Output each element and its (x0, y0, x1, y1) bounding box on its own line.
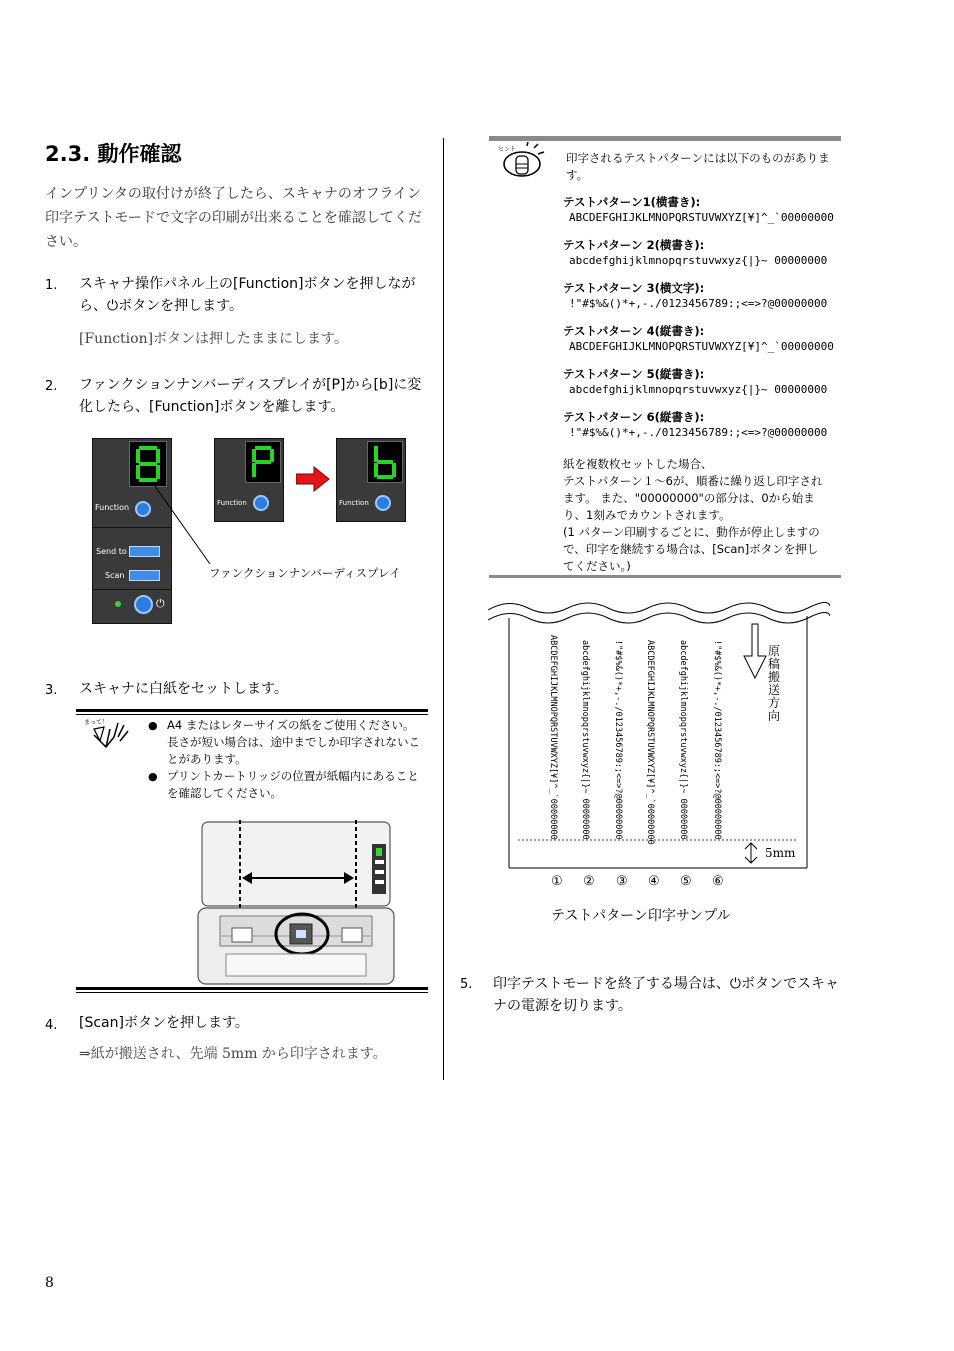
page-number: 8 (45, 1275, 54, 1291)
hint-note-line: 紙を複数枚セットした場合、 (563, 457, 713, 471)
function-button-b[interactable] (375, 495, 391, 511)
sample-caption: テストパターン印字サンプル (551, 908, 731, 924)
control-panel-b (336, 438, 406, 522)
power-button[interactable] (134, 595, 153, 614)
lightbulb-icon (500, 142, 546, 182)
scan-label: Scan (105, 571, 125, 580)
bullet-1-mark: ● (148, 719, 158, 732)
step-2-text: ファンクションナンバーディスプレイが[P]から[b]に変化したら、[Function]ボタンを離します。 (79, 377, 422, 415)
scan-button[interactable] (129, 570, 160, 581)
step-3-text: スキャナに白紙をセットします。 (79, 681, 288, 697)
power-icon: ⏻ (156, 597, 165, 610)
pattern-5-text: abcdefghijklmnopqrstuvwxyz{|}~ 00000000 (569, 383, 828, 396)
pattern-3-title: テストパターン 3(横文字): (563, 281, 705, 295)
column-number-4: ④ (648, 874, 660, 889)
attention-bullet-2: プリントカートリッジの位置が紙幅内にあることを確認してください。 (167, 769, 419, 800)
sample-column-3: !"#$%&()*+,-./0123456789:;<=>?@00000000 (613, 640, 623, 840)
sample-column-5: abcdefghijklmnopqrstuvwxyz{|}~ 00000000 (678, 640, 688, 840)
hint-bottom-rule (489, 575, 841, 578)
column-number-5: ⑤ (680, 874, 692, 889)
column-number-6: ⑥ (712, 874, 724, 889)
display-caption: ファンクションナンバーディスプレイ (209, 566, 401, 580)
hint-note-line: で、印字を継続する場合は、[Scan]ボタンを押し (563, 542, 819, 556)
function-button[interactable] (135, 501, 151, 517)
hint-note-line: テストパターン１～6が、順番に繰り返し印字され (563, 474, 823, 488)
function-label-b: Function (339, 499, 369, 507)
section-title-text: 動作確認 (97, 142, 182, 166)
digit-p (246, 442, 280, 482)
pattern-1-title: テストパターン1(横書き): (563, 195, 701, 209)
hint-icon-label: ヒント (498, 146, 517, 153)
bullet-2-mark: ● (148, 770, 158, 783)
pattern-2-text: abcdefghijklmnopqrstuvwxyz{|}~ 00000000 (569, 254, 828, 267)
step-5-text: 印字テストモードを終了する場合は、⏻ボタンでスキャナの電源を切ります。 (493, 976, 839, 1014)
stop-hand-icon (92, 719, 132, 751)
scanner-illustration (196, 820, 396, 986)
digit-b (368, 442, 402, 482)
callout-line (150, 480, 230, 570)
step-2-number: 2. (45, 379, 58, 394)
arrow-right-icon (296, 466, 330, 492)
sample-column-6: !"#$%&()*+,-./0123456789:;<=>?@00000000 (712, 640, 722, 840)
feed-direction-label: 原稿搬送方向 (768, 644, 781, 723)
hint-note-line: (1 パターン印刷するごとに、動作が停止しますの (563, 525, 820, 539)
section-title (45, 138, 182, 168)
hint-note-line: り、1刻みでカウントされます。 (563, 508, 731, 522)
step-1-text: スキャナ操作パネル上の[Function]ボタンを押しながら、⏻ボタンを押します。 (79, 276, 416, 314)
sample-column-4: ABCDEFGHIJKLMNOPQRSTUVWXYZ[¥]^_`00000000 (645, 640, 655, 845)
sample-column-2: abcdefghijklmnopqrstuvwxyz{|}~ 00000000 (580, 640, 590, 840)
display-b (367, 441, 403, 483)
pattern-3-text: !"#$%&()*+,-./0123456789:;<=>?@00000000 (569, 297, 828, 310)
function-label-p: Function (217, 499, 247, 507)
pattern-4-title: テストパターン 4(縦書き): (563, 324, 705, 338)
pattern-6-title: テストパターン 6(縦書き): (563, 410, 705, 424)
step-1-sub: [Function]ボタンは押したままにします。 (79, 331, 348, 347)
intro-paragraph: インプリンタの取付けが終了したら、スキャナのオフライン印字テストモードで文字の印刷が出来ることを確認してください。 (45, 186, 422, 250)
step-1-number: 1. (45, 278, 58, 293)
sample-sheet (488, 598, 830, 870)
attention-icon-label: まって！ (84, 719, 109, 726)
hint-note-line: てください。) (563, 559, 631, 573)
step-4-text: [Scan]ボタンを押します。 (79, 1015, 249, 1031)
sendto-label: Send to (96, 547, 127, 556)
hint-note-line: ます。 また、"00000000"の部分は、0から始ま (563, 491, 815, 505)
attention-top-rule (76, 709, 428, 712)
power-led (115, 601, 121, 607)
function-label: Function (95, 503, 130, 512)
step-3-number: 3. (45, 683, 58, 698)
column-number-2: ② (583, 874, 595, 889)
pattern-6-text: !"#$%&()*+,-./0123456789:;<=>?@00000000 (569, 426, 828, 439)
step-4-number: 4. (45, 1018, 58, 1033)
column-number-1: ① (551, 874, 563, 889)
display-p (245, 441, 281, 483)
column-divider (443, 138, 444, 1080)
pattern-4-text: ABCDEFGHIJKLMNOPQRSTUVWXYZ[¥]^_`00000000 (569, 340, 834, 353)
step-4-sub: ⇒紙が搬送され、先端 5mm から印字されます。 (79, 1046, 387, 1062)
attention-bottom-rule (76, 987, 428, 990)
updown-arrow-icon (743, 842, 759, 864)
pattern-1-text: ABCDEFGHIJKLMNOPQRSTUVWXYZ[¥]^_`00000000 (569, 211, 834, 224)
hint-note (563, 456, 839, 575)
attention-bullet-1: A4 またはレターサイズの紙をご使用ください。長さが短い場合は、途中までしか印字されないことがあります。 (167, 718, 420, 766)
margin-label: 5mm (765, 846, 796, 860)
function-button-p[interactable] (253, 495, 269, 511)
step-5-number: 5. (460, 977, 473, 992)
column-number-3: ③ (616, 874, 628, 889)
hint-top-rule (489, 136, 841, 141)
pattern-5-title: テストパターン 5(縦書き): (563, 367, 705, 381)
sample-column-1: ABCDEFGHIJKLMNOPQRSTUVWXYZ[¥]^_`00000000 (548, 635, 558, 840)
section-number: 2.3. (45, 142, 91, 166)
pattern-2-title: テストパターン 2(横書き): (563, 238, 705, 252)
hint-intro: 印字されるテストパターンには以下のものがあります。 (566, 151, 830, 182)
